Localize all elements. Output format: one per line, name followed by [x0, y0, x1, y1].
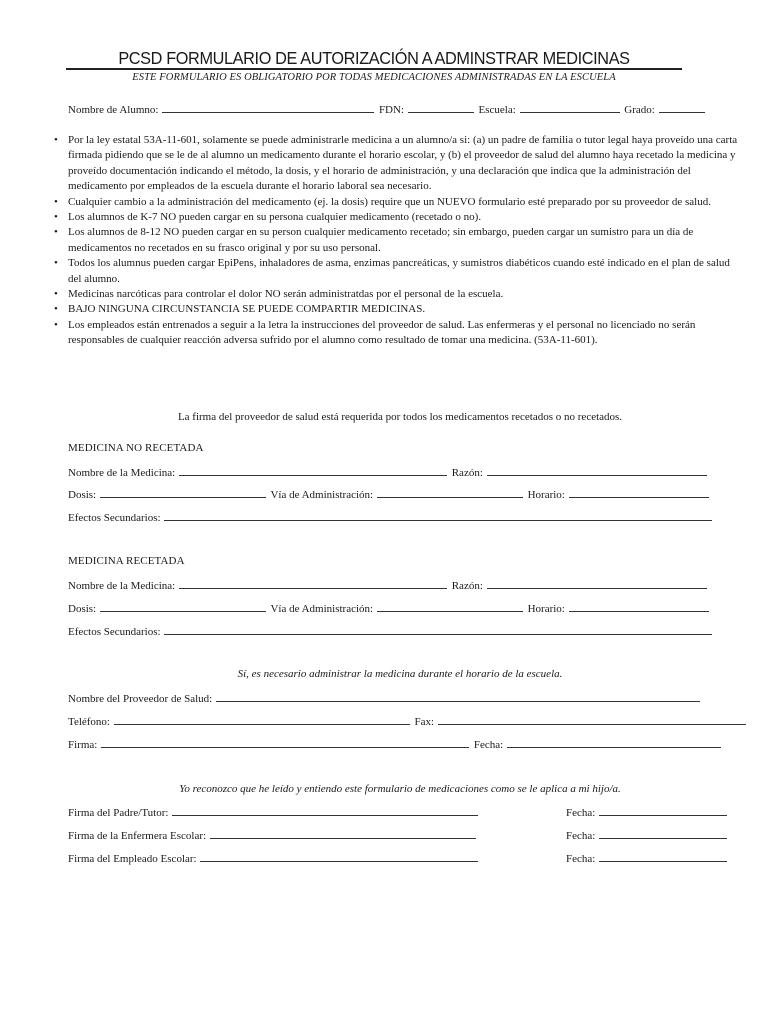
list-item: • Los empleados están entrenados a seguir a la letra la instrucciones del proveedor de salud. Las enfermeras y el personal no licenciado no serán responsables de cualquier reacción adversa sufrido por el alumno como resultado de tomar una medicina. (53A-11-601). [54, 318, 696, 347]
provider-signature-note: La firma del proveedor de salud está requerida por todos los medicamentos recetados o no recetados. [177, 411, 623, 423]
rx-route-field[interactable] [377, 601, 523, 612]
provider-phone-label: Teléfono: [68, 716, 110, 728]
rx-name-row [68, 578, 709, 592]
rx-name-field[interactable] [179, 578, 447, 589]
parent-signature-row [68, 805, 480, 819]
otc-section-heading: MEDICINA NO RECETADA [68, 442, 204, 454]
provider-phone-field[interactable] [114, 714, 410, 725]
otc-side-effects-field[interactable] [164, 510, 712, 521]
fdn-label: FDN: [378, 104, 404, 116]
rx-dose-label: Dosis: [68, 603, 97, 615]
parent-signature-field[interactable] [172, 805, 478, 816]
otc-schedule-label: Horario: [527, 489, 565, 501]
nurse-signature-field[interactable] [210, 828, 476, 839]
provider-signature-row [68, 737, 723, 751]
parent-signature-label: Firma del Padre/Tutor: [68, 807, 169, 819]
employee-date-label: Fecha: [566, 853, 596, 865]
otc-reason-field[interactable] [487, 465, 707, 476]
provider-signature-field[interactable] [101, 737, 469, 748]
otc-name-field[interactable] [179, 465, 447, 476]
rx-route-label: Vía de Administración: [270, 603, 374, 615]
provider-fax-label: Fax: [414, 716, 435, 728]
bullet-icon: • [54, 257, 58, 270]
employee-date-row [566, 851, 729, 865]
employee-date-field[interactable] [599, 851, 727, 862]
rx-reason-field[interactable] [487, 578, 707, 589]
provider-phone-row [68, 714, 748, 728]
bullet-icon: • [54, 134, 58, 146]
rx-dose-row [68, 601, 711, 615]
grade-field[interactable] [659, 102, 705, 113]
otc-dose-row [68, 487, 711, 501]
bullet-icon: • [54, 195, 58, 208]
rx-reason-label: Razón: [451, 580, 483, 592]
school-label: Escuela: [478, 104, 516, 116]
rx-side-effects-row [68, 624, 714, 638]
otc-route-label: Vía de Administración: [270, 489, 374, 501]
provider-name-label: Nombre del Proveedor de Salud: [68, 693, 213, 705]
bullet-icon: • [54, 318, 58, 331]
rx-side-effects-label: Efectos Secundarios: [68, 626, 161, 638]
provider-signature-label: Firma: [68, 739, 98, 751]
employee-signature-label: Firma del Empleado Escolar: [68, 853, 197, 865]
title-divider [66, 68, 682, 70]
parent-date-field[interactable] [599, 805, 727, 816]
rx-dose-field[interactable] [100, 601, 266, 612]
otc-dose-label: Dosis: [68, 489, 97, 501]
student-info-row [68, 102, 707, 116]
rx-side-effects-field[interactable] [164, 624, 712, 635]
nurse-signature-label: Firma de la Enfermera Escolar: [68, 830, 207, 842]
provider-date-field[interactable] [507, 737, 721, 748]
otc-reason-label: Razón: [451, 467, 483, 479]
list-item: • Todos los alumnus pueden cargar EpiPens, inhaladores de asma, enzimas pancreáticas, y sumistros diabéticos cuando esté indicado en el plan de salud del alumno. [54, 257, 730, 285]
otc-name-row [68, 465, 709, 479]
bullet-icon: • [54, 303, 58, 316]
nurse-signature-row [68, 828, 478, 842]
employee-signature-field[interactable] [200, 851, 478, 862]
parent-date-row [566, 805, 729, 819]
otc-route-field[interactable] [377, 487, 523, 498]
bullet-icon: • [54, 211, 58, 224]
otc-side-effects-label: Efectos Secundarios: [68, 512, 161, 524]
form-title: PCSD FORMULARIO DE AUTORIZACIÓN A ADMINSTRAR MEDICINAS [118, 48, 630, 68]
rx-section-heading: MEDICINA RECETADA [68, 555, 185, 567]
otc-schedule-field[interactable] [569, 487, 709, 498]
otc-name-label: Nombre de la Medicina: [68, 467, 176, 479]
rules-list [54, 133, 738, 349]
list-item: • Por la ley estatal 53A-11-601, solamente se puede administrarle medicina a un alumno/a si: (a) un padre de familia o tutor legal haya proveído una carta firmada pidiendo que se le de al alumno un medicamento durante el horario escolar, y (b) el proveedor de salud del alumno haya recetado la medicina y proveído documentación indicando el método, la dosis, y el horario de administración, y una declaración que indica que la administración del medicamento por empleados de la escuela durante el horario laboral sea necesario. [54, 134, 738, 193]
employee-signature-row [68, 851, 480, 865]
list-item: • BAJO NINGUNA CIRCUNSTANCIA SE PUEDE COMPARTIR MEDICINAS. [54, 302, 738, 317]
provider-name-row [68, 691, 702, 705]
student-name-field[interactable] [162, 102, 374, 113]
list-item: • Cualquier cambio a la administración del medicamento (ej. la dosis) require que un NUEVO formulario esté preparado por su proveedor de salud. [54, 195, 738, 210]
bullet-icon: • [54, 288, 58, 301]
rx-name-label: Nombre de la Medicina: [68, 580, 176, 592]
rx-schedule-field[interactable] [569, 601, 709, 612]
list-item: • Los alumnos de K-7 NO pueden cargar en su persona cualquier medicamento (recetado o no). [54, 210, 738, 225]
student-name-label: Nombre de Alumno: [68, 104, 159, 116]
form-subtitle: ESTE FORMULARIO ES OBLIGATORIO POR TODAS MEDICACIONES ADMINISTRADAS EN LA ESCUELA [132, 72, 616, 83]
rx-schedule-label: Horario: [527, 603, 565, 615]
provider-necessity-note: Sí, es necesario administrar la medicina durante el horario de la escuela. [237, 668, 563, 680]
bullet-icon: • [54, 226, 58, 239]
parent-date-label: Fecha: [566, 807, 596, 819]
provider-fax-field[interactable] [438, 714, 746, 725]
list-item: • Los alumnos de 8-12 NO pueden cargar en su person cualquier medicamento recetado; sin embargo, pueden cargar un sumistro para un día de medicamentos no recetados en su frasco original y por su uso personal. [54, 226, 694, 254]
otc-side-effects-row [68, 510, 714, 524]
acknowledgment-note: Yo reconozco que he leído y entiendo este formulario de medicaciones como se le aplica a mi hijo/a. [179, 783, 621, 795]
nurse-date-row [566, 828, 729, 842]
provider-name-field[interactable] [216, 691, 700, 702]
grade-label: Grado: [624, 104, 655, 116]
list-item: • Medicinas narcóticas para controlar el dolor NO serán administratdas por el personal de la escuela. [54, 287, 738, 302]
provider-date-label: Fecha: [473, 739, 504, 751]
fdn-field[interactable] [408, 102, 474, 113]
school-field[interactable] [520, 102, 620, 113]
nurse-date-field[interactable] [599, 828, 727, 839]
otc-dose-field[interactable] [100, 487, 266, 498]
nurse-date-label: Fecha: [566, 830, 596, 842]
